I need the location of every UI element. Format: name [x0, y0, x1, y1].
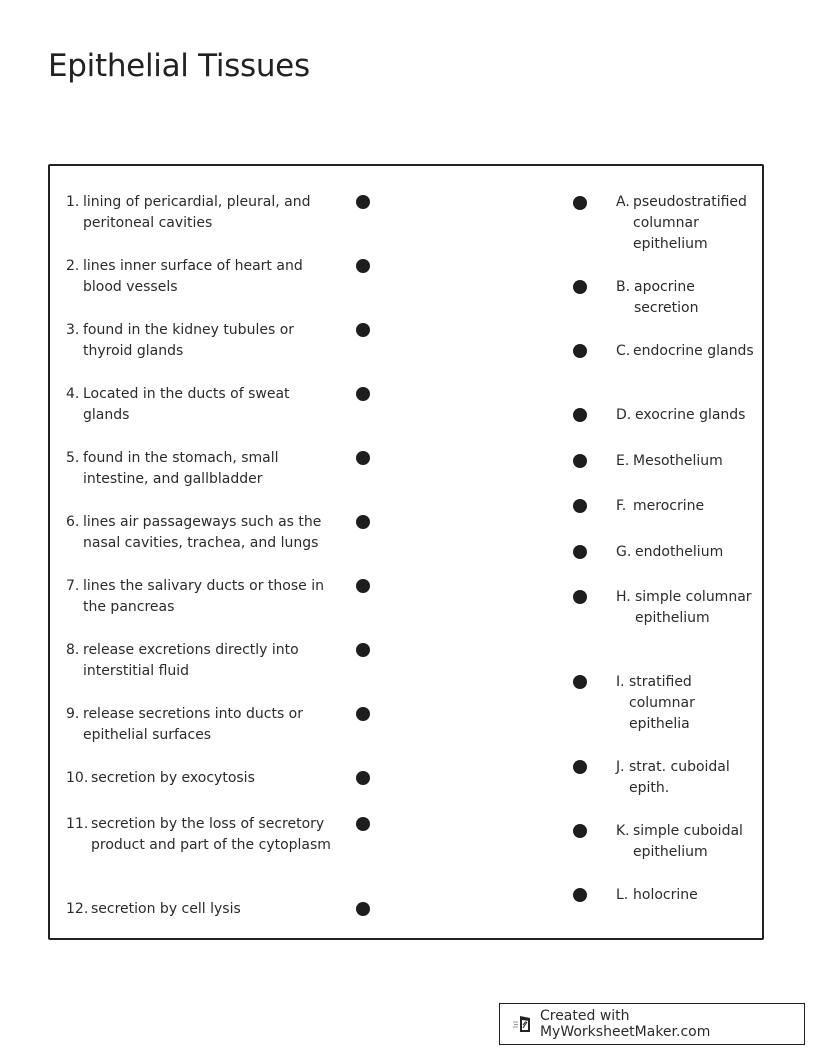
worksheet-logo-icon — [512, 1014, 534, 1034]
question-match-dot[interactable] — [356, 515, 370, 529]
footer-badge[interactable] — [499, 1003, 805, 1045]
answer-letter: G. — [616, 544, 632, 560]
answer-item — [616, 451, 756, 472]
answer-item — [616, 496, 756, 517]
question-number: 4. — [66, 386, 80, 402]
answer-match-dot[interactable] — [573, 408, 587, 422]
question-number: 1. — [66, 194, 80, 210]
answer-match-dot[interactable] — [573, 454, 587, 468]
question-match-dot[interactable] — [356, 195, 370, 209]
answer-item — [616, 405, 756, 426]
answer-item — [616, 277, 756, 319]
answer-letter: I. — [616, 674, 625, 690]
question-number: 8. — [66, 642, 80, 658]
answer-text: merocrine — [633, 498, 705, 514]
answer-letter: B. — [616, 279, 631, 295]
question-number: 2. — [66, 258, 80, 274]
question-item — [66, 768, 336, 789]
question-number: 11. — [66, 816, 89, 832]
answer-text: strat. cuboidal epith. — [629, 759, 730, 796]
question-text: release excretions directly into interstitial fluid — [83, 642, 299, 679]
answer-letter: J. — [616, 759, 625, 775]
answer-text: endothelium — [635, 544, 724, 560]
question-item — [66, 814, 336, 856]
answer-match-dot[interactable] — [573, 888, 587, 902]
answer-letter: A. — [616, 194, 630, 210]
answer-match-dot[interactable] — [573, 824, 587, 838]
question-match-dot[interactable] — [356, 771, 370, 785]
question-number: 6. — [66, 514, 80, 530]
question-match-dot[interactable] — [356, 259, 370, 273]
answer-item — [616, 192, 756, 255]
answer-text: pseudostratified columnar epithelium — [633, 194, 747, 252]
question-match-dot[interactable] — [356, 323, 370, 337]
answer-match-dot[interactable] — [573, 590, 587, 604]
answer-item — [616, 885, 756, 906]
question-match-dot[interactable] — [356, 451, 370, 465]
question-number: 12. — [66, 901, 89, 917]
question-item — [66, 899, 336, 920]
answer-letter: H. — [616, 589, 631, 605]
question-item — [66, 256, 336, 298]
answer-text: apocrine secretion — [634, 279, 699, 316]
answer-item — [616, 587, 756, 629]
question-text: secretion by exocytosis — [91, 770, 255, 786]
answer-item — [616, 341, 756, 362]
question-item — [66, 576, 336, 618]
question-item — [66, 448, 336, 490]
question-text: release secretions into ducts or epithelial surfaces — [83, 706, 304, 743]
answer-match-dot[interactable] — [573, 760, 587, 774]
answer-text: simple columnar epithelium — [635, 589, 752, 626]
question-match-dot[interactable] — [356, 387, 370, 401]
answer-match-dot[interactable] — [573, 280, 587, 294]
question-match-dot[interactable] — [356, 579, 370, 593]
answer-text: simple cuboidal epithelium — [633, 823, 743, 860]
question-number: 3. — [66, 322, 80, 338]
question-text: secretion by cell lysis — [91, 901, 241, 917]
answer-text: endocrine glands — [633, 343, 754, 359]
question-text: Located in the ducts of sweat glands — [83, 386, 290, 423]
answer-item — [616, 542, 756, 563]
answer-match-dot[interactable] — [573, 675, 587, 689]
answer-text: exocrine glands — [635, 407, 746, 423]
question-text: secretion by the loss of secretory product and part of the cytoplasm — [91, 816, 331, 853]
question-text: lines inner surface of heart and blood vessels — [83, 258, 303, 295]
question-item — [66, 704, 336, 746]
answer-match-dot[interactable] — [573, 196, 587, 210]
question-text: lines the salivary ducts or those in the pancreas — [83, 578, 324, 615]
question-match-dot[interactable] — [356, 643, 370, 657]
footer-text: Created with MyWorksheetMaker.com — [539, 1008, 711, 1040]
answer-letter: L. — [616, 887, 629, 903]
answer-item — [616, 757, 756, 799]
answer-item — [616, 672, 756, 735]
answer-text: holocrine — [633, 887, 698, 903]
answer-letter: K. — [616, 823, 630, 839]
question-number: 9. — [66, 706, 80, 722]
question-item — [66, 512, 336, 554]
answer-item — [616, 821, 756, 863]
answer-letter: F. — [616, 498, 627, 514]
answer-match-dot[interactable] — [573, 499, 587, 513]
question-number: 10. — [66, 770, 89, 786]
answer-letter: E. — [616, 453, 630, 469]
question-match-dot[interactable] — [356, 817, 370, 831]
question-number: 7. — [66, 578, 80, 594]
answer-text: Mesothelium — [633, 453, 723, 469]
answer-match-dot[interactable] — [573, 545, 587, 559]
question-item — [66, 640, 336, 682]
question-item — [66, 192, 336, 234]
answer-letter: C. — [616, 343, 631, 359]
question-match-dot[interactable] — [356, 902, 370, 916]
question-text: lines air passageways such as the nasal cavities, trachea, and lungs — [83, 514, 322, 551]
question-text: found in the stomach, small intestine, and gallbladder — [83, 450, 279, 487]
question-item — [66, 384, 336, 426]
answer-text: stratified columnar epithelia — [629, 674, 695, 732]
answer-match-dot[interactable] — [573, 344, 587, 358]
question-text: lining of pericardial, pleural, and peritoneal cavities — [83, 194, 311, 231]
answer-letter: D. — [616, 407, 632, 423]
question-match-dot[interactable] — [356, 707, 370, 721]
question-number: 5. — [66, 450, 80, 466]
question-item — [66, 320, 336, 362]
question-text: found in the kidney tubules or thyroid glands — [83, 322, 295, 359]
page-title: Epithelial Tissues — [48, 48, 310, 84]
